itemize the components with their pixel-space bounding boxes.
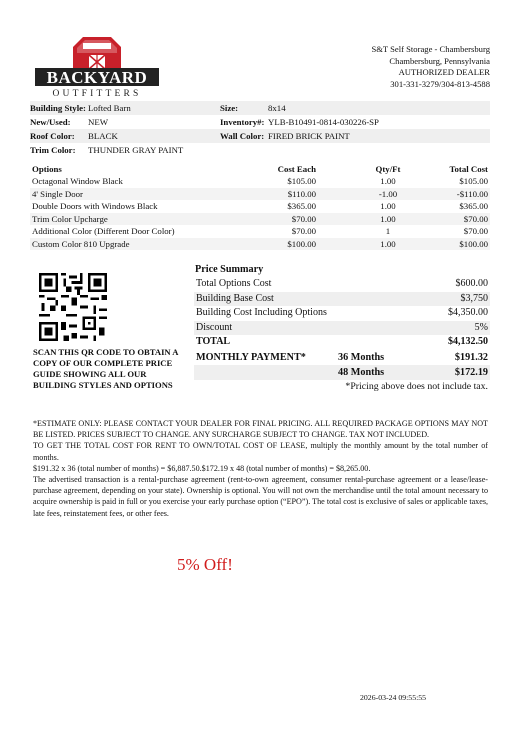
wall-value: FIRED BRICK PAINT	[268, 131, 350, 141]
dealer-name: S&T Self Storage - Chambersburg	[371, 44, 490, 54]
option-name: Additional Color (Different Door Color)	[32, 226, 175, 237]
tax-note: *Pricing above does not include tax.	[345, 380, 488, 392]
disclaimer-calculation: $191.32 x 36 (total number of months) = $6,887.50.$172.19 x 48 (total number of months) = $8,265.00.	[33, 463, 371, 473]
info-row	[30, 143, 490, 157]
option-row	[30, 225, 490, 238]
dealer-city: Chambersburg, Pennsylvania	[389, 55, 490, 66]
monthly-row-48	[194, 365, 490, 380]
option-qty: 1.00	[318, 213, 430, 226]
option-cost: $70.00	[244, 213, 318, 226]
summary-label: Total Options Cost	[196, 278, 272, 289]
info-row	[30, 129, 490, 143]
summary-value: $600.00	[455, 278, 488, 289]
option-cost: $100.00	[244, 238, 318, 251]
option-name: Octagonal Window Black	[32, 176, 123, 187]
inventory-label: Inventory#:	[220, 117, 265, 127]
summary-label: Building Base Cost	[196, 292, 274, 304]
option-name: Trim Color Upcharge	[30, 213, 244, 226]
option-name: 4' Single Door	[30, 188, 244, 201]
option-total: $105.00	[459, 176, 488, 187]
dealer-status: AUTHORIZED DEALER	[398, 67, 490, 77]
roof-value: BLACK	[88, 131, 118, 141]
building-info	[30, 101, 490, 157]
roof-label: Roof Color:	[30, 131, 75, 141]
wall-label: Wall Color:	[220, 131, 265, 141]
trim-label: Trim Color:	[30, 145, 76, 155]
options-header	[30, 162, 490, 175]
summary-row	[194, 292, 490, 307]
info-row	[30, 115, 490, 129]
summary-row	[194, 306, 490, 321]
payment-36: $191.32	[454, 351, 488, 363]
style-value: Lofted Barn	[88, 103, 131, 113]
monthly-label: MONTHLY PAYMENT*	[196, 351, 306, 363]
option-row	[30, 200, 490, 213]
price-summary	[194, 263, 490, 394]
option-cost: $365.00	[287, 201, 316, 212]
term-48: 48 Months	[338, 366, 385, 378]
option-total: $70.00	[430, 213, 490, 226]
payment-48: $172.19	[454, 366, 488, 378]
size-value: 8x14	[268, 103, 286, 113]
option-cost: $105.00	[287, 176, 316, 187]
option-total: $100.00	[430, 238, 490, 251]
summary-label: Building Cost Including Options	[196, 307, 327, 319]
newused-value: NEW	[88, 117, 109, 127]
col-total: Total Cost	[449, 163, 488, 174]
summary-value: 5%	[474, 321, 488, 333]
qr-code[interactable]	[39, 273, 107, 341]
disclaimer-rental-terms: The advertised transaction is a rental-purchase agreement (rent-to-own agreement, consumer rental-purchase agreement or a lease/lease-purchase agreement, depending on your state). Ownership is optional. You will not own the merchandise until the total amount necessary to acquire ownership is paid in full or you exercise your early purchase option (“EPO”). The total cost is exclusive of sales or applicable taxes, late fees, reinstatement fees, or other fees.	[33, 475, 488, 518]
option-total: $70.00	[463, 226, 488, 237]
inventory-value: YLB-B10491-0814-030226-SP	[268, 117, 379, 127]
style-label: Building Style:	[30, 103, 86, 113]
option-row	[30, 175, 490, 188]
option-total: -$110.00	[430, 188, 490, 201]
dealer-phone: 301-331-3279/304-813-4588	[390, 78, 490, 89]
disclaimer	[33, 418, 488, 519]
size-label: Size:	[220, 103, 239, 113]
col-qty: Qty/Ft	[375, 163, 401, 174]
total-value: $4,132.50	[448, 336, 488, 348]
summary-row	[194, 277, 490, 292]
option-qty: 1	[385, 226, 391, 237]
svg-text:OUTFITTERS: OUTFITTERS	[52, 89, 142, 99]
term-36: 36 Months	[338, 351, 385, 363]
option-total: $365.00	[459, 201, 488, 212]
total-row	[194, 335, 490, 350]
option-qty: 1.00	[318, 238, 430, 251]
options-table	[30, 162, 490, 250]
price-summary-title: Price Summary	[195, 264, 264, 275]
summary-label: Discount	[196, 321, 233, 333]
price-summary-rows	[194, 277, 490, 350]
summary-value: $3,750	[460, 292, 488, 304]
option-qty: -1.00	[318, 188, 430, 201]
timestamp: 2026-03-24 09:55:55	[360, 693, 427, 702]
total-label: TOTAL	[196, 336, 231, 348]
option-qty: 1.00	[380, 176, 396, 187]
trim-value: THUNDER GRAY PAINT	[88, 145, 184, 155]
disclaimer-estimate: *ESTIMATE ONLY: PLEASE CONTACT YOUR DEALER FOR FINAL PRICING. ALL REQUIRED PACKAGE OPTIONS MAY NOT BE LISTED. PRICES SUBJECT TO CHANGE. ANY SURCHARGE SUBJECT TO CHANGE. TAX NOT INCLUDED.	[33, 419, 488, 440]
option-row	[30, 213, 490, 226]
monthly-row-36	[194, 350, 490, 365]
option-row	[30, 188, 490, 201]
option-name: Custom Color 810 Upgrade	[30, 238, 244, 251]
dealer-info	[371, 44, 490, 90]
option-name: Double Doors with Windows Black	[32, 201, 158, 212]
svg-text:BACKYARD: BACKYARD	[46, 68, 148, 87]
option-row	[30, 238, 490, 251]
option-cost: $110.00	[244, 188, 318, 201]
col-cost-each: Cost Each	[277, 163, 316, 174]
option-qty: 1.00	[380, 201, 396, 212]
option-cost: $70.00	[291, 226, 316, 237]
qr-instructions: SCAN THIS QR CODE TO OBTAIN A COPY OF OUR COMPLETE PRICE GUIDE SHOWING ALL OUR BUILDING STYLES AND OPTIONS	[33, 347, 179, 390]
summary-row	[194, 321, 490, 336]
disclaimer-total-cost: TO GET THE TOTAL COST FOR RENT TO OWN/TOTAL COST OF LEASE, multiply the monthly amount by the total number of months.	[33, 441, 488, 462]
col-options: Options	[32, 163, 62, 174]
info-row	[30, 101, 490, 115]
backyard-outfitters-logo	[33, 33, 161, 99]
newused-label: New/Used:	[30, 117, 71, 127]
summary-value: $4,350.00	[448, 307, 488, 319]
promo-text: 5% Off!	[177, 555, 233, 574]
